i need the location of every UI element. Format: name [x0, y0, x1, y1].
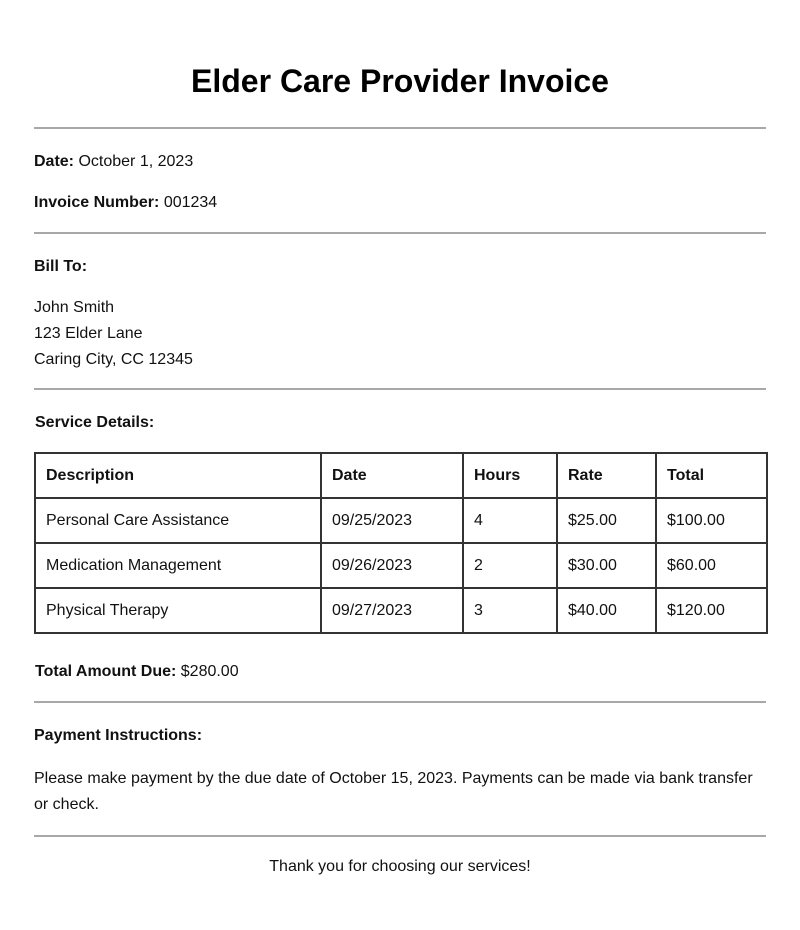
table-header-row [35, 453, 767, 498]
cell-total: $60.00 [656, 543, 767, 588]
table-row [35, 588, 767, 633]
service-details-table [34, 452, 768, 634]
divider [34, 232, 766, 234]
bill-to-street: 123 Elder Lane [34, 325, 143, 342]
divider [34, 388, 766, 390]
bill-to-name: John Smith [34, 299, 115, 316]
cell-description: Physical Therapy [35, 588, 321, 633]
invoice-title: Elder Care Provider Invoice [191, 63, 609, 99]
cell-date: 09/27/2023 [321, 588, 463, 633]
cell-hours: 4 [463, 498, 557, 543]
date-label: Date: [34, 153, 75, 170]
column-header-hours: Hours [463, 453, 557, 498]
invoice-number [34, 193, 217, 213]
invoice-number-value: 001234 [163, 194, 218, 211]
cell-date: 09/25/2023 [321, 498, 463, 543]
payment-instructions-heading: Payment Instructions: [34, 727, 203, 744]
date-value: October 1, 2023 [78, 153, 194, 170]
column-header-description: Description [35, 453, 321, 498]
bill-to-city: Caring City, CC 12345 [34, 351, 193, 368]
thank-you-message: Thank you for choosing our services! [269, 858, 531, 875]
invoice-number-label: Invoice Number: [34, 194, 160, 211]
divider [34, 127, 766, 129]
cell-rate: $30.00 [557, 543, 656, 588]
cell-description: Medication Management [35, 543, 321, 588]
table-row [35, 543, 767, 588]
cell-rate: $40.00 [557, 588, 656, 633]
invoice-date [34, 152, 193, 172]
total-amount-due [35, 662, 239, 682]
column-header-total: Total [656, 453, 767, 498]
cell-total: $100.00 [656, 498, 767, 543]
column-header-date: Date [321, 453, 463, 498]
payment-instructions-text: Please make payment by the due date of October 15, 2023. Payments can be made via bank transfer or check. [34, 770, 753, 813]
cell-rate: $25.00 [557, 498, 656, 543]
total-due-value: $280.00 [180, 663, 239, 680]
cell-hours: 2 [463, 543, 557, 588]
bill-to-heading: Bill To: [34, 258, 88, 275]
cell-description: Personal Care Assistance [35, 498, 321, 543]
cell-hours: 3 [463, 588, 557, 633]
cell-total: $120.00 [656, 588, 767, 633]
cell-date: 09/26/2023 [321, 543, 463, 588]
column-header-rate: Rate [557, 453, 656, 498]
divider [34, 835, 766, 837]
table-row [35, 498, 767, 543]
divider [34, 701, 766, 703]
total-due-label: Total Amount Due: [35, 663, 177, 680]
service-details-heading: Service Details: [35, 414, 155, 431]
